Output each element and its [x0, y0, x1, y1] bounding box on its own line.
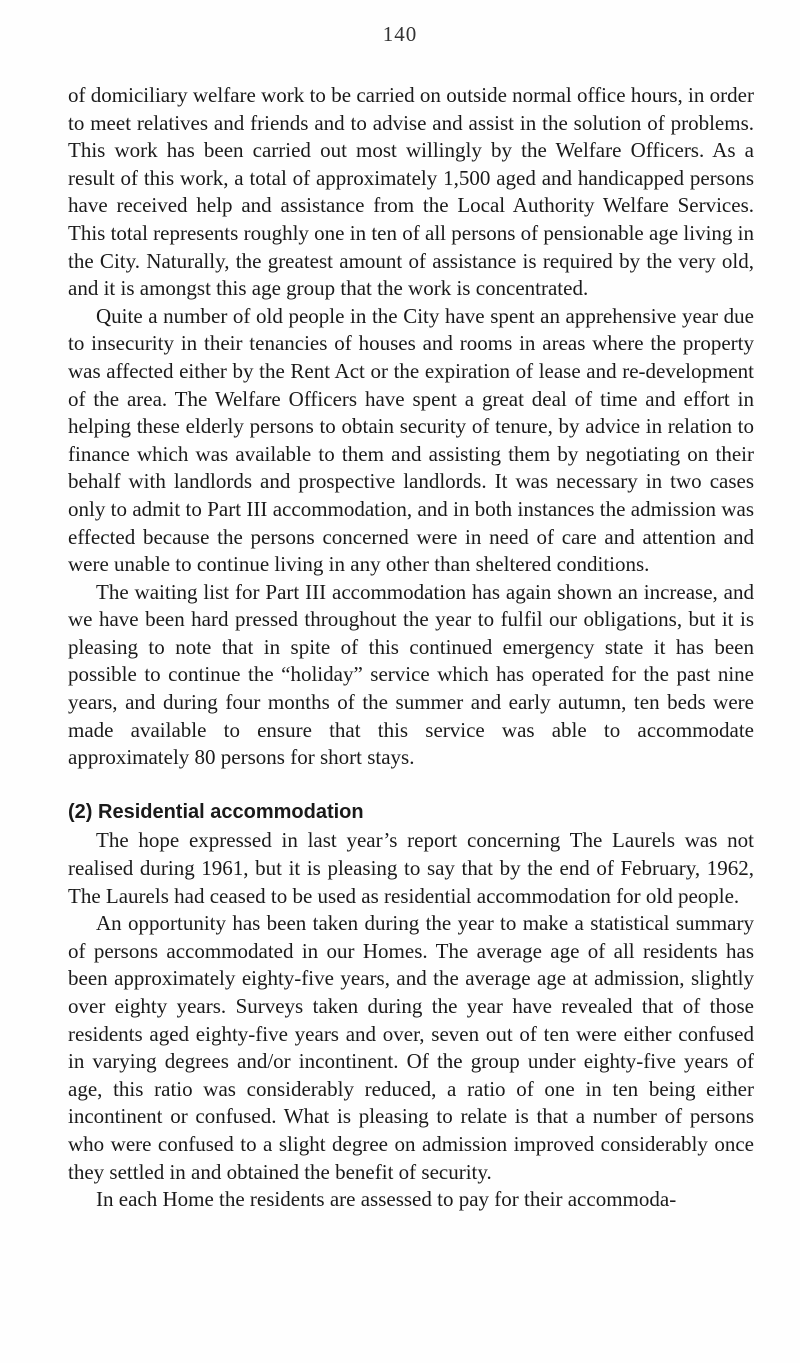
paragraph-assessment: In each Home the residents are assessed to pay for their accommoda- [96, 1187, 677, 1212]
section-heading-residential: (2) Residential accommodation [68, 800, 364, 823]
paragraph-statistical-summary: An opportunity has been taken during the year to make a statistical summary of persons accommodated in our Homes. The average age of all residents has been approximately eighty-five years, and the average age at admission, slightly over eighty years. Surveys taken during the year have revealed that of those residents aged eighty-five years and over, seven out of ten were either confused in varying degrees and/or incontinent. Of the group under eighty-five years of age, this ratio was considerably reduced, a ratio of one in ten being either incontinent or confused. What is pleasing to relate is that a number of persons who were confused to a slight degree on admission improved considerably once they settled in and obtained the benefit of security. [68, 911, 754, 1184]
paragraph-waiting-list: The waiting list for Part III accommodation has again shown an increase, and we have been hard pressed throughout the year to fulfil our obligations, but it is pleasing to note that in spite of this continued emergency state it has been possible to continue the “holiday” service which has operated for the past nine years, and during four months of the summer and early autumn, ten beds were made available to ensure that this service was able to accommodate approximately 80 persons for short stays. [68, 579, 754, 770]
paragraph-the-laurels: The hope expressed in last year’s report concerning The Laurels was not realised during 1961, but it is pleasing to say that by the end of February, 1962, The Laurels had ceased to be used as residential accommodation for old people. [68, 828, 754, 908]
document-body [68, 82, 754, 1214]
paragraph-domiciliary-welfare: of domiciliary welfare work to be carried on outside normal office hours, in order to meet relatives and friends and to advise and assist in the solution of problems. This work has been carried out most willingly by the Welfare Officers. As a result of this work, a total of approximately 1,500 aged and handicapped persons have received help and assistance from the Local Authority Welfare Services. This total represents roughly one in ten of all persons of pensionable age living in the City. Naturally, the greatest amount of assistance is required by the very old, and it is amongst this age group that the work is concentrated. [68, 83, 754, 301]
page-number: 140 [382, 22, 418, 46]
paragraph-tenancy-insecurity: Quite a number of old people in the City have spent an apprehensive year due to insecurity in their tenancies of houses and rooms in areas where the property was affected either by the Rent Act or the expiration of lease and re-development of the area. The Welfare Officers have spent a great deal of time and effort in helping these elderly persons to obtain security of tenure, by advice in relation to finance which was available to them and assisting them by negotiating on their behalf with landlords and prospective landlords. It was necessary in two cases only to admit to Part III accommodation, and in both instances the admission was effected because the persons concerned were in need of care and attention and were unable to continue living in any other than sheltered conditions. [68, 303, 754, 577]
